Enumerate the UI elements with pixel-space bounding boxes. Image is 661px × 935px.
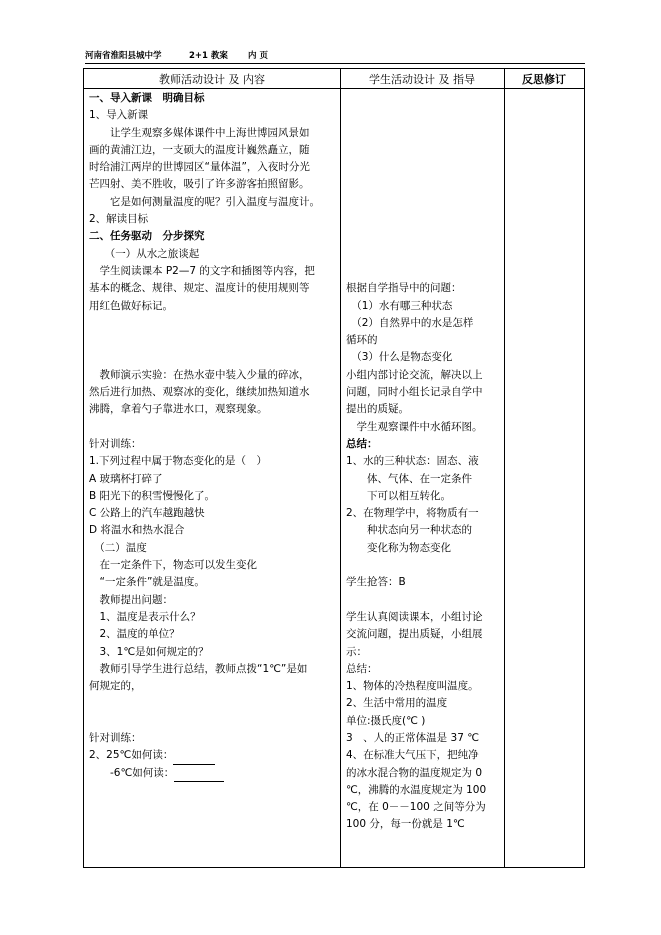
teacher-line-text: 二、任务驱动 分步探究	[89, 230, 205, 243]
teacher-line-text: “一定条件”就是温度。	[89, 576, 205, 589]
student-line	[346, 644, 499, 661]
answer-blank	[173, 752, 215, 765]
teacher-line	[89, 107, 339, 124]
answer-blank	[174, 769, 224, 782]
student-line-text: ℃，在 0－－100 之间等分为	[346, 801, 486, 814]
teacher-line-text: 让学生观察多媒体课件中上海世博园风景如	[89, 126, 310, 139]
teacher-line-text: 教师引导学生进行总结，教师点拨“1℃”是如	[89, 662, 308, 675]
student-line	[346, 661, 499, 678]
header-row-divider	[84, 88, 584, 89]
student-line-text: 变化称为物态变化	[346, 541, 451, 554]
student-line-text: 下可以相互转化。	[346, 489, 451, 502]
student-line	[346, 626, 499, 643]
teacher-line-text: 然后进行加热、观察冰的变化，继续加热知道水	[89, 386, 310, 399]
student-line	[346, 799, 499, 816]
student-line	[346, 816, 499, 833]
student-line-text: 提出的质疑。	[346, 403, 409, 416]
teacher-line-text: 芒四射、美不胜收，吸引了许多游客拍照留影。	[89, 178, 310, 191]
page-label: 内 页	[248, 51, 268, 61]
teacher-line	[89, 263, 339, 280]
teacher-line-text: 教师提出问题：	[89, 593, 173, 606]
student-line-text: 学生观察课件中水循环图。	[346, 420, 483, 433]
student-line	[346, 557, 499, 574]
teacher-line	[89, 436, 339, 453]
teacher-line-text: 教师演示实验：在热水壶中装入少量的碎冰，	[89, 368, 310, 381]
student-line	[346, 194, 499, 211]
teacher-line	[89, 557, 339, 574]
teacher-line	[89, 419, 339, 436]
teacher-line-text: （一）从水之旅谈起	[89, 247, 200, 260]
student-line	[346, 263, 499, 280]
teacher-line-text: 2、解读目标	[89, 213, 149, 226]
student-line-text: 的冰水混合物的温度规定为 0	[346, 766, 483, 779]
col-header-teacher: 教师活动设计 及 内容	[159, 73, 265, 86]
teacher-line-text: （二）温度	[89, 541, 147, 554]
student-line-text: 总结：	[346, 662, 378, 675]
student-line	[346, 107, 499, 124]
column-divider	[340, 69, 341, 867]
student-line	[346, 401, 499, 418]
teacher-line-text: 用红色做好标记。	[89, 299, 173, 312]
student-line-text: （1）水有哪三种状态	[346, 299, 453, 312]
page-header	[85, 49, 585, 63]
teacher-line	[89, 349, 339, 366]
teacher-line	[89, 246, 339, 263]
student-line-text: 4、在标准大气压下，把纯净	[346, 749, 479, 762]
teacher-line	[89, 678, 339, 695]
student-line	[346, 488, 499, 505]
school-name: 河南省淮阳县城中学	[85, 51, 162, 61]
teacher-line	[89, 280, 339, 297]
header-rule	[85, 63, 585, 64]
student-line	[346, 453, 499, 470]
student-line-text: 总结：	[346, 437, 378, 450]
student-line	[346, 592, 499, 609]
teacher-line	[89, 159, 339, 176]
teacher-line	[89, 730, 339, 747]
student-line-text: 小组内部讨论交流，解决以上	[346, 368, 483, 381]
teacher-line	[89, 471, 339, 488]
student-line	[346, 90, 499, 107]
teacher-line-text: 针对训练：	[89, 731, 142, 744]
teacher-line	[89, 522, 339, 539]
teacher-line	[89, 315, 339, 332]
student-line-text: （3）什么是物态变化	[346, 351, 453, 364]
student-line-text: 1、物体的冷热程度叫温度。	[346, 680, 479, 693]
student-line-text: ℃，沸腾的水温度规定为 100	[346, 783, 487, 796]
teacher-line	[89, 228, 339, 245]
teacher-line-text: 画的黄浦江边，一支硕大的温度计巍然矗立，随	[89, 143, 310, 156]
student-line	[346, 730, 499, 747]
student-line-text: 问题，同时小组长记录自学中	[346, 386, 483, 399]
student-line-text: 100 分，每一份就是 1℃	[346, 818, 465, 831]
student-line-text: 示：	[346, 645, 367, 658]
student-line	[346, 695, 499, 712]
student-line	[346, 782, 499, 799]
teacher-line	[89, 453, 339, 470]
student-line	[346, 367, 499, 384]
student-line	[346, 540, 499, 557]
teacher-line	[89, 488, 339, 505]
teacher-line-text: 在一定条件下，物态可以发生变化	[89, 559, 257, 572]
student-line-text: 根据自学指导中的问题：	[346, 282, 462, 295]
teacher-line-text: C 公路上的汽车越跑越快	[89, 507, 205, 520]
student-line	[346, 574, 499, 591]
student-line	[346, 349, 499, 366]
teacher-line	[89, 540, 339, 557]
teacher-line	[89, 384, 339, 401]
column-divider	[504, 69, 505, 867]
student-line-text: 单位:摄氏度(℃ )	[346, 714, 426, 727]
teacher-line	[89, 609, 339, 626]
student-line-text: 学生抢答：B	[346, 576, 406, 589]
col-header-reflection: 反思修订	[522, 73, 566, 86]
student-line-text: 体、气体、在一定条件	[346, 472, 472, 485]
student-line	[346, 280, 499, 297]
teacher-line	[89, 574, 339, 591]
student-line	[346, 176, 499, 193]
student-line-text: 学生认真阅读课本，小组讨论	[346, 610, 483, 623]
teacher-line	[89, 713, 339, 730]
teacher-line-text: 1.下列过程中属于物态变化的是（ ）	[89, 455, 268, 468]
student-line	[346, 298, 499, 315]
teacher-line-text: 针对训练：	[89, 437, 142, 450]
teacher-line-text: 时给浦江两岸的世博园区“量体温”，入夜时分光	[89, 161, 310, 174]
col-header-student: 学生活动设计 及 指导	[369, 73, 475, 86]
plan-type: 2+1 教案	[189, 51, 228, 61]
teacher-line-text: D 将温水和热水混合	[89, 524, 185, 537]
teacher-line	[89, 211, 339, 228]
teacher-line-text: 1、温度是表示什么？	[89, 610, 201, 623]
student-line	[346, 211, 499, 228]
student-line-text: 3 、人的正常体温是 37 ℃	[346, 731, 480, 744]
student-line	[346, 419, 499, 436]
student-line-text: （2）自然界中的水是怎样	[346, 316, 474, 329]
student-line	[346, 159, 499, 176]
teacher-line	[89, 125, 339, 142]
lesson-table	[83, 68, 585, 868]
student-line	[346, 765, 499, 782]
teacher-line-text: 基本的概念、规律、规定、温度计的使用规则等	[89, 282, 310, 295]
student-line	[346, 505, 499, 522]
teacher-line-text: B 阳光下的积雪慢慢化了。	[89, 489, 216, 502]
student-line	[346, 609, 499, 626]
student-line	[346, 332, 499, 349]
teacher-line-text: 沸腾，拿着勺子靠进水口，观察现象。	[89, 403, 268, 416]
student-activity-column	[346, 90, 499, 834]
student-line	[346, 471, 499, 488]
teacher-line	[89, 747, 339, 764]
teacher-line	[89, 401, 339, 418]
student-line	[346, 522, 499, 539]
student-line	[346, 713, 499, 730]
teacher-activity-column	[89, 90, 339, 782]
teacher-line	[89, 194, 339, 211]
teacher-line-text: 何规定的，	[89, 680, 142, 693]
student-line	[346, 678, 499, 695]
teacher-line-text: A 玻璃杯打碎了	[89, 472, 163, 485]
student-line	[346, 436, 499, 453]
student-line-text: 1、水的三种状态：固态、液	[346, 455, 479, 468]
teacher-line-text: 它是如何测量温度的呢？引入温度与温度计。	[89, 195, 320, 208]
teacher-line	[89, 90, 339, 107]
student-line	[346, 125, 499, 142]
student-line-text: 种状态向另一种状态的	[346, 524, 472, 537]
teacher-line	[89, 142, 339, 159]
student-line	[346, 747, 499, 764]
teacher-line	[89, 332, 339, 349]
teacher-line	[89, 765, 339, 782]
teacher-line	[89, 176, 339, 193]
teacher-line	[89, 298, 339, 315]
teacher-line-text: -6℃如何读：	[89, 766, 175, 779]
teacher-line-text: 一、导入新课 明确目标	[89, 92, 205, 104]
student-line-text: 交流问题，提出质疑，小组展	[346, 628, 483, 641]
student-line	[346, 246, 499, 263]
student-line-text: 循环的	[346, 334, 378, 347]
teacher-line	[89, 592, 339, 609]
teacher-line-text: 2、25℃如何读：	[89, 749, 174, 762]
student-line	[346, 228, 499, 245]
teacher-line	[89, 695, 339, 712]
teacher-line	[89, 661, 339, 678]
student-line-text: 2、在物理学中，将物质有一	[346, 507, 479, 520]
student-line	[346, 384, 499, 401]
teacher-line-text: 3、1℃是如何规定的？	[89, 645, 209, 658]
teacher-line	[89, 505, 339, 522]
student-line	[346, 315, 499, 332]
teacher-line	[89, 644, 339, 661]
teacher-line-text: 2、温度的单位？	[89, 628, 180, 641]
student-line-text: 2、生活中常用的温度	[346, 697, 448, 710]
teacher-line-text: 1、导入新课	[89, 109, 149, 122]
teacher-line-text: 学生阅读课本 P2—7 的文字和插图等内容，把	[89, 264, 315, 277]
student-line	[346, 142, 499, 159]
teacher-line	[89, 626, 339, 643]
teacher-line	[89, 367, 339, 384]
